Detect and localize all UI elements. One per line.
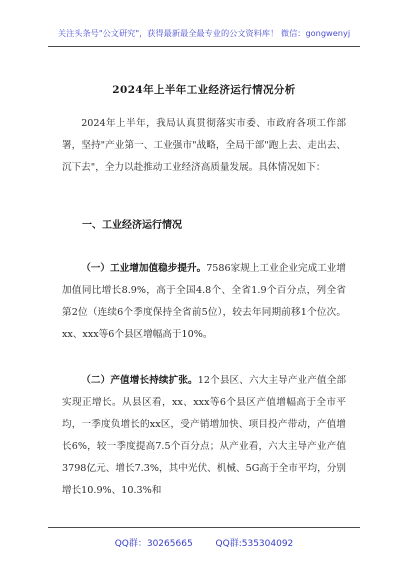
- subsection-2-lead: （二）产值增长持续扩张。: [81, 375, 198, 386]
- subsection-2-text: 12个县区、六大主导产业产值全部实现正增长。从县区看，xx、xxx等6个县区产值增幅高于全市平均，一季度负增长的xx区，受产销增加快、项目投产带动，产值增长6%，较一季度提高7.5个百分点；从产业看，六大主导产业产值3798亿元、增长7.3%，其中光伏、机械、5G高于全市平均，分别增长10.9%、10.3%和: [62, 375, 347, 496]
- document-title: 2024年上半年工业经济运行情况分析: [112, 84, 296, 96]
- subsection-2: [62, 370, 346, 502]
- header-divider: [48, 46, 360, 47]
- footer-contact: QQ群：30265665 QQ群:535304092: [114, 539, 294, 549]
- intro-text: 2024年上半年，我局认真贯彻落实市委、市政府各项工作部署，坚持"产业第一、工业强市"战略，全局干部"跑上去、走出去、沉下去"，全力以赴推动工业经济高质量发展。具体情况如下：: [62, 118, 346, 173]
- subsection-1-lead: （一）工业增加值稳步提升。: [81, 263, 207, 274]
- subsection-1: [62, 258, 346, 346]
- promo-banner: 关注头条号"公文研究"，获得最新最全最专业的公文资料库！ 微信：gongwenyj: [57, 28, 351, 38]
- subsection-2-paragraph: [62, 370, 346, 502]
- subsection-1-text: 7586家规上工业企业完成工业增加值同比增长8.9%，高于全国4.8个、全省1.9个百分点，列全省第2位（连续6个季度保持全省前5位），较去年同期前移1个位次。xx、xxx等6个县区增幅高于10%。: [62, 263, 347, 340]
- subsection-1-paragraph: [62, 258, 346, 346]
- footer-divider: [48, 527, 360, 528]
- section-heading: 一、工业经济运行情况: [82, 220, 182, 231]
- intro-paragraph: [62, 113, 346, 179]
